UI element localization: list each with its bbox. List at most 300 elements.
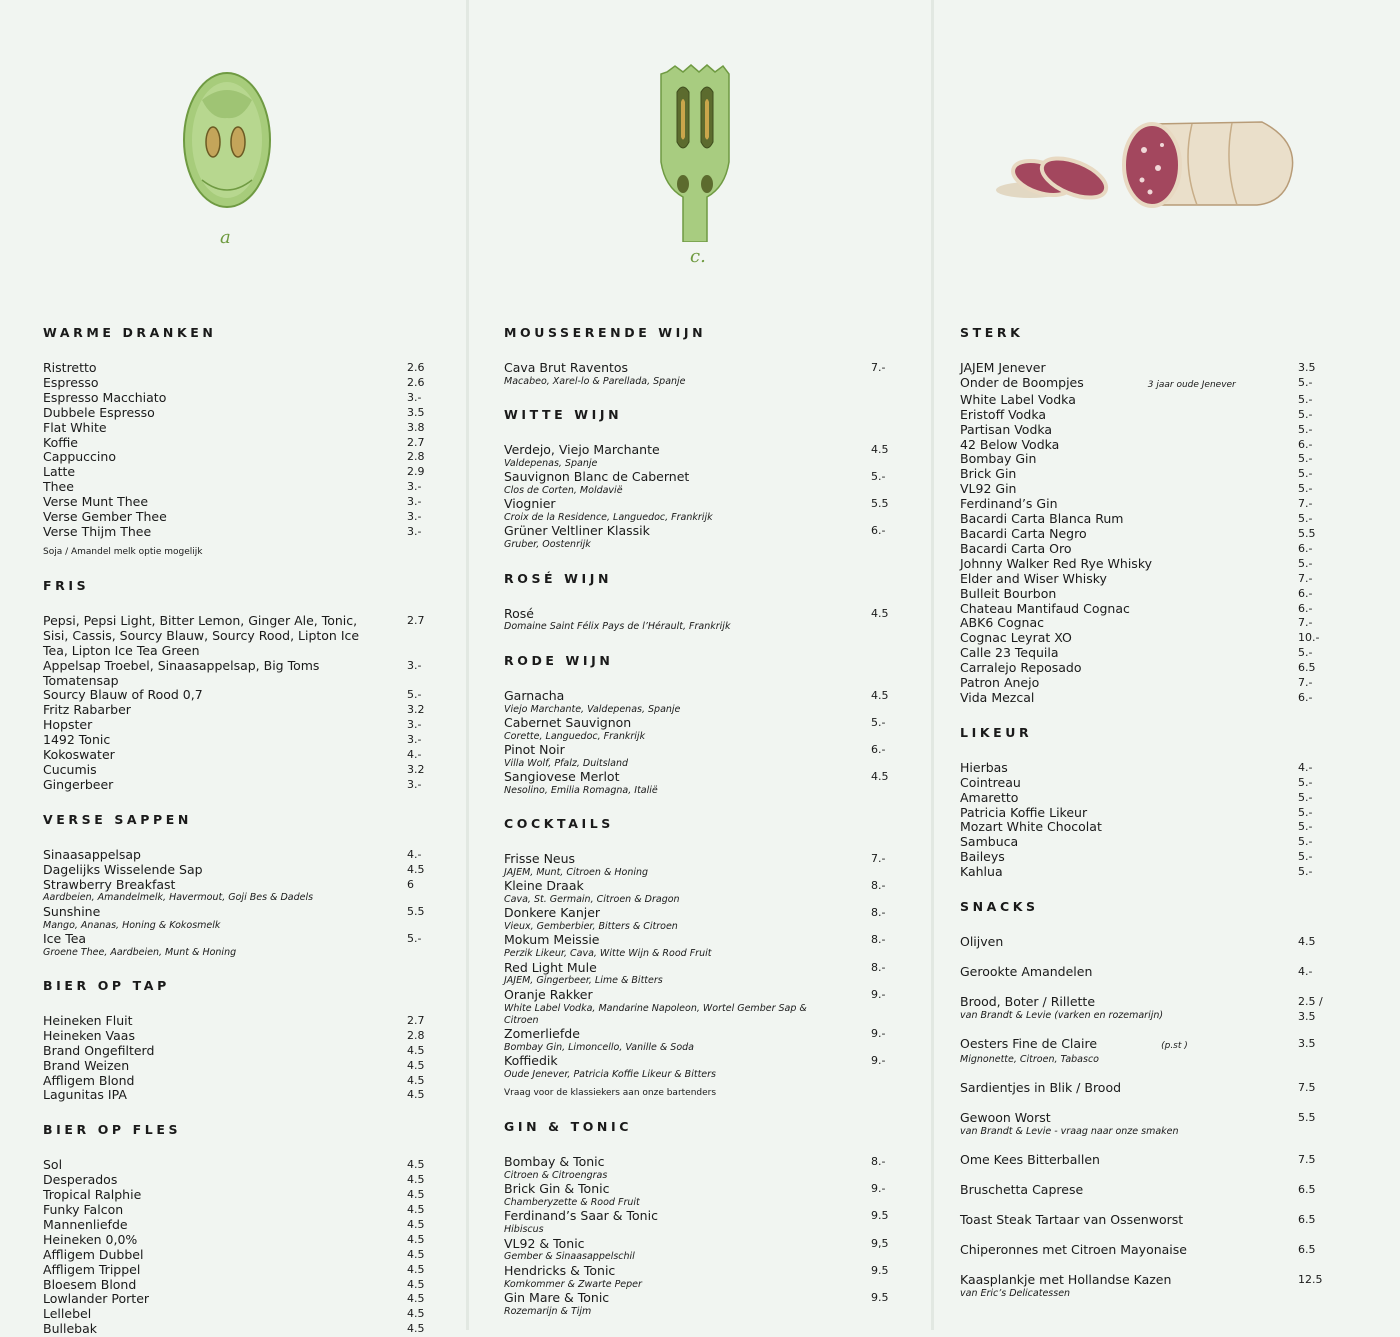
item-name: Gewoon Worst: [960, 1110, 1051, 1126]
item-name: VL92 Gin: [960, 481, 1017, 497]
menu-item: [43, 848, 426, 863]
item-name: Verse Gember Thee: [43, 509, 167, 525]
section-rose-wijn: [504, 566, 889, 634]
item-price: 2.8: [407, 450, 425, 464]
item-price: 3.8: [407, 420, 425, 434]
item-name: Hierbas: [960, 759, 1008, 775]
item-price: 3.-: [407, 495, 422, 509]
item-price: 8.-: [871, 906, 886, 920]
menu-item: [960, 423, 1370, 438]
item-price: 5.-: [1298, 467, 1313, 481]
menu-item: [504, 689, 889, 716]
item-description: Hibiscus: [504, 1224, 544, 1236]
item-price: 9.-: [871, 1054, 886, 1068]
menu-item: [504, 1209, 889, 1236]
item-name: Cava Brut Raventos: [504, 360, 629, 375]
item-price: 5.-: [871, 470, 886, 484]
item-name: Kaasplankje met Hollandse Kazen: [960, 1271, 1172, 1287]
menu-item: [43, 510, 426, 525]
item-name: Funky Falcon: [43, 1202, 124, 1218]
item-price: 9.5: [871, 1263, 889, 1277]
section-sterk: [960, 320, 1370, 706]
item-name: Mannenliefde: [43, 1216, 128, 1232]
item-name: Zomerliefde: [504, 1025, 580, 1041]
item-description: Aardbeien, Amandelmelk, Havermout, Goji Bes & Dadels: [43, 892, 314, 904]
item-name: Brood, Boter / Rillette: [960, 993, 1096, 1009]
item-description: Perzik Likeur, Cava, Witte Wijn & Rood Fruit: [504, 948, 712, 960]
item-name: Dagelijks Wisselende Sap: [43, 861, 203, 877]
menu-item: [43, 659, 426, 689]
menu-item: [43, 1014, 426, 1029]
menu-item: [43, 450, 426, 465]
item-price: 5.-: [1298, 805, 1313, 819]
item-name: Hopster: [43, 717, 93, 733]
item-name: Ome Kees Bitterballen: [960, 1152, 1100, 1168]
item-price: 6.-: [871, 524, 886, 538]
item-name: Carralejo Reposado: [960, 660, 1082, 676]
item-price: 5.-: [1298, 790, 1313, 804]
menu-item: [504, 1027, 889, 1054]
item-price: 5.5: [1298, 526, 1316, 540]
item-name: Lowlander Porter: [43, 1291, 150, 1307]
item-price: 5.-: [1298, 375, 1313, 389]
section-likeur: [960, 720, 1370, 880]
menu-item: [43, 1307, 426, 1322]
item-description: Clos de Corten, Moldavië: [504, 485, 623, 497]
item-price: 6.-: [1298, 541, 1313, 555]
menu-item: [960, 1213, 1370, 1228]
item-price: 4.5: [407, 1158, 425, 1172]
section-title: ROSÉ WIJN: [504, 570, 613, 586]
section-title: COCKTAILS: [504, 816, 614, 832]
item-name: Kokoswater: [43, 747, 115, 763]
item-price: 4.5: [407, 1277, 425, 1291]
section-verse-sappen: [43, 807, 426, 959]
menu-item: [960, 646, 1370, 661]
menu-item: [43, 1263, 426, 1278]
item-description: JAJEM, Gingerbeer, Lime & Bitters: [504, 975, 663, 987]
item-price: 5.-: [1298, 865, 1313, 879]
item-name: Hendricks & Tonic: [504, 1262, 616, 1278]
item-price: 7.-: [1298, 616, 1313, 630]
item-price: 3.5: [1298, 1037, 1316, 1051]
section-fris: [43, 573, 426, 793]
item-price: 7.-: [1298, 571, 1313, 585]
item-price: 9.5: [871, 1290, 889, 1304]
menu-item: [960, 512, 1370, 527]
item-price: 5.-: [871, 715, 886, 729]
item-price: 4.5: [871, 606, 889, 620]
item-name: Bloesem Blond: [43, 1276, 137, 1292]
item-name: Bruschetta Caprese: [960, 1182, 1084, 1198]
menu-item: [960, 452, 1370, 467]
item-price: 7.-: [1298, 676, 1313, 690]
item-price: 3.-: [407, 658, 422, 672]
item-name: Elder and Wiser Whisky: [960, 570, 1107, 586]
item-name: Mokum Meissie: [504, 932, 600, 948]
menu-item: [43, 703, 426, 718]
item-description: Groene Thee, Aardbeien, Munt & Honing: [43, 946, 237, 958]
item-price: 5.-: [1298, 850, 1313, 864]
item-name: Kahlua: [960, 864, 1003, 880]
item-price: 5.-: [1298, 775, 1313, 789]
item-price: 4.5: [407, 1043, 425, 1057]
item-price: 2.7: [407, 613, 425, 627]
item-description: Domaine Saint Félix Pays de l’Hérault, Frankrijk: [504, 621, 731, 633]
item-name: VL92 & Tonic: [504, 1235, 585, 1251]
item-name: Ristretto: [43, 360, 97, 375]
section-title: BIER OP FLES: [43, 1122, 182, 1138]
illustration-letter: c.: [690, 246, 706, 267]
item-price: 9.5: [871, 1209, 889, 1223]
item-description: Cava, St. Germain, Citroen & Dragon: [504, 894, 680, 906]
item-name: Vida Mezcal: [960, 689, 1035, 705]
item-name: Gingerbeer: [43, 776, 114, 792]
item-price: 6.5: [1298, 1242, 1316, 1256]
item-name: Red Light Mule: [504, 959, 597, 975]
item-name: Sinaasappelsap: [43, 846, 141, 862]
item-name: Pepsi, Pepsi Light, Bitter Lemon, Ginger Ale, Tonic, Sisi, Cassis, Sourcy Blauw, Sourcy Rood, Lipton Ice Tea, Lipton Ice Tea Green: [43, 612, 360, 658]
item-name: Chateau Mantifaud Cognac: [960, 600, 1130, 616]
item-name: Gin Mare & Tonic: [504, 1289, 610, 1305]
menu-item: [43, 1158, 426, 1173]
item-name: Cointreau: [960, 774, 1021, 790]
item-name: Brand Weizen: [43, 1057, 130, 1073]
menu-item: [43, 406, 426, 421]
item-price: 9.-: [871, 1182, 886, 1196]
item-description: Croix de la Residence, Languedoc, Frankrijk: [504, 512, 713, 524]
item-description: van Brandt & Levie - vraag naar onze smaken: [960, 1125, 1179, 1137]
item-price: 3.2: [407, 762, 425, 776]
item-price: 6.-: [1298, 601, 1313, 615]
item-name: Affligem Trippel: [43, 1261, 141, 1277]
item-description: van Eric’s Delicatessen: [960, 1287, 1071, 1299]
menu-item: [43, 688, 426, 703]
item-price: 9,5: [871, 1236, 889, 1250]
item-price: 4.5: [407, 1217, 425, 1231]
item-note: (p.st ): [1161, 1041, 1188, 1052]
item-name: Brand Ongefilterd: [43, 1042, 155, 1058]
section-note: Soja / Amandel melk optie mogelijk: [43, 546, 203, 557]
item-price: 2.7: [407, 1013, 425, 1027]
item-name: Cucumis: [43, 761, 97, 777]
item-price: 2.6: [407, 361, 425, 374]
item-price: 6.5: [1298, 661, 1316, 675]
menu-item: [960, 482, 1370, 497]
menu-item: [43, 878, 426, 905]
menu-item: [960, 1111, 1370, 1138]
menu-item: [960, 850, 1370, 865]
item-price: 5.-: [1298, 482, 1313, 496]
col2-content: [504, 320, 889, 1318]
item-name: Sardientjes in Blik / Brood: [960, 1080, 1122, 1096]
item-price: 5.-: [1298, 646, 1313, 660]
section-title: STERK: [960, 325, 1024, 340]
item-price: 2.9: [407, 465, 425, 479]
item-description: Vieux, Gemberbier, Bitters & Citroen: [504, 921, 678, 933]
item-name: Bombay Gin: [960, 451, 1037, 467]
item-price: 4.5: [407, 1203, 425, 1217]
menu-item: [43, 748, 426, 763]
menu-item: [960, 691, 1370, 706]
item-name: Baileys: [960, 849, 1005, 865]
menu-item: [43, 1218, 426, 1233]
menu-item: [960, 835, 1370, 850]
menu-item: [960, 467, 1370, 482]
menu-item: [960, 527, 1370, 542]
grape-cross-section-illustration: [182, 70, 274, 212]
item-price: 5.5: [1298, 1111, 1316, 1125]
item-name: Sauvignon Blanc de Cabernet: [504, 469, 690, 485]
col1-content: [43, 320, 426, 1337]
section-title: LIKEUR: [960, 724, 1033, 740]
flower-bud-cross-section-illustration: [655, 62, 735, 242]
item-name: Sangiovese Merlot: [504, 768, 620, 784]
item-name: White Label Vodka: [960, 391, 1076, 407]
item-description: Gember & Sinaasappelschil: [504, 1251, 635, 1263]
item-description: White Label Vodka, Mandarine Napoleon, Wortel Gember Sap & Citroen: [504, 1002, 807, 1026]
item-name: Viognier: [504, 496, 556, 512]
item-description: Macabeo, Xarel-lo & Parellada, Spanje: [504, 375, 686, 387]
item-description: Gruber, Oostenrijk: [504, 539, 591, 551]
item-name: Thee: [43, 479, 74, 495]
item-name: Espresso Macchiato: [43, 389, 167, 405]
item-name: 42 Below Vodka: [960, 436, 1060, 452]
item-name: Affligem Dubbel: [43, 1246, 144, 1262]
menu-item: [960, 1183, 1370, 1198]
menu-item: [960, 935, 1370, 950]
menu-item: [43, 614, 426, 659]
menu-item: [43, 1292, 426, 1307]
menu-item: [960, 995, 1370, 1022]
item-price: 6.5: [1298, 1212, 1316, 1226]
item-name: Desperados: [43, 1172, 118, 1188]
menu-item: [960, 557, 1370, 572]
item-price: 2.5 / 3.5: [1298, 994, 1323, 1023]
item-name: Olijven: [960, 934, 1004, 950]
menu-item: [43, 361, 426, 376]
item-name: Patron Anejo: [960, 675, 1040, 691]
item-name: Tropical Ralphie: [43, 1187, 142, 1203]
menu-item: [504, 524, 889, 551]
item-note: 3 jaar oude Jenever: [1147, 379, 1236, 390]
menu-item: [960, 408, 1370, 423]
item-price: 4.5: [407, 1073, 425, 1087]
menu-item: [960, 965, 1370, 980]
item-price: 6: [407, 877, 414, 891]
menu-item: [960, 587, 1370, 602]
item-name: Brick Gin & Tonic: [504, 1181, 610, 1197]
item-price: 5.-: [407, 688, 422, 702]
item-price: 8.-: [871, 879, 886, 893]
section-title: GIN & TONIC: [504, 1119, 633, 1135]
item-price: 3.-: [407, 510, 422, 524]
item-price: 6.-: [1298, 437, 1313, 451]
menu-item: [960, 1153, 1370, 1168]
item-name: Cabernet Sauvignon: [504, 714, 632, 730]
section-witte-wijn: [504, 402, 889, 551]
menu-item: [504, 879, 889, 906]
item-name: Pinot Noir: [504, 741, 565, 757]
menu-item: [960, 361, 1370, 376]
menu-item: [504, 1291, 889, 1318]
menu-item: [504, 470, 889, 497]
item-name: Toast Steak Tartaar van Ossenworst: [960, 1211, 1184, 1227]
menu-item: [504, 743, 889, 770]
item-price: 5.5: [407, 904, 425, 918]
item-price: 4.5: [407, 1188, 425, 1202]
item-description: Nesolino, Emilia Romagna, Italië: [504, 784, 658, 796]
menu-item: [43, 763, 426, 778]
sausage-illustration: [992, 110, 1302, 220]
item-name: Ice Tea: [43, 930, 87, 946]
item-name: Sourcy Blauw of Rood 0,7: [43, 687, 203, 703]
menu-item: [43, 465, 426, 480]
item-price: 4.5: [407, 1173, 425, 1187]
item-name: JAJEM Jenever: [960, 360, 1046, 375]
menu-item: [43, 932, 426, 959]
item-name: Heineken 0,0%: [43, 1231, 138, 1247]
item-price: 3.5: [407, 405, 425, 419]
menu-item: [960, 791, 1370, 806]
menu-item: [43, 1173, 426, 1188]
menu-item: [504, 1237, 889, 1264]
item-price: 8.-: [871, 960, 886, 974]
menu-item: [504, 933, 889, 960]
menu-item: [43, 495, 426, 510]
item-name: Partisan Vodka: [960, 421, 1053, 437]
menu-item: [960, 376, 1370, 393]
item-price: 8.-: [871, 1155, 886, 1169]
item-price: 6.-: [871, 742, 886, 756]
menu-item: [43, 436, 426, 451]
menu-column-2: [469, 0, 931, 1330]
item-price: 4.5: [407, 862, 425, 876]
item-name: Kleine Draak: [504, 878, 584, 894]
menu-item: [960, 631, 1370, 646]
section-title: RODE WIJN: [504, 652, 614, 668]
menu-item: [43, 905, 426, 932]
menu-column-1: [0, 0, 466, 1337]
item-description: Citroen & Citroengras: [504, 1170, 608, 1182]
item-price: 7.5: [1298, 1081, 1316, 1095]
item-price: 4.5: [871, 688, 889, 702]
item-name: Lellebel: [43, 1306, 92, 1322]
menu-item: [960, 806, 1370, 821]
item-price: 4.5: [407, 1262, 425, 1276]
menu-item: [504, 1182, 889, 1209]
item-price: 4.-: [407, 847, 422, 861]
menu-item: [43, 1248, 426, 1263]
item-name: Lagunitas IPA: [43, 1087, 127, 1103]
menu-item: [960, 393, 1370, 408]
menu-item: [43, 1059, 426, 1074]
menu-item: [960, 1037, 1370, 1066]
item-name: Bullebak: [43, 1321, 97, 1337]
item-name: ABK6 Cognac: [960, 615, 1045, 631]
item-price: 5.-: [1298, 556, 1313, 570]
menu-item: [960, 438, 1370, 453]
menu-item: [43, 863, 426, 878]
item-price: 9.-: [871, 1026, 886, 1040]
item-price: 6.-: [1298, 586, 1313, 600]
item-name: Patricia Koffie Likeur: [960, 804, 1088, 820]
menu-item: [43, 421, 426, 436]
menu-item: [960, 1243, 1370, 1258]
item-name: Amaretto: [960, 789, 1019, 805]
item-price: 4.5: [407, 1307, 425, 1321]
item-price: 4.5: [407, 1247, 425, 1261]
item-name: Eristoff Vodka: [960, 406, 1046, 422]
item-price: 5.-: [1298, 392, 1313, 406]
menu-item: [43, 480, 426, 495]
item-name: Sunshine: [43, 903, 101, 919]
item-name: Chiperonnes met Citroen Mayonaise: [960, 1241, 1187, 1257]
item-name: Flat White: [43, 419, 107, 435]
menu-item: [43, 1233, 426, 1248]
item-name: Mozart White Chocolat: [960, 819, 1102, 835]
item-name: Strawberry Breakfast: [43, 876, 176, 892]
item-price: 5.-: [1298, 820, 1313, 834]
item-price: 7.-: [1298, 497, 1313, 511]
item-price: 4.5: [871, 443, 889, 457]
item-name: Bulleit Bourbon: [960, 585, 1057, 601]
menu-item: [43, 1044, 426, 1059]
item-price: 5.-: [1298, 835, 1313, 849]
item-price: 4.5: [407, 1058, 425, 1072]
item-name: Verse Munt Thee: [43, 494, 149, 510]
item-price: 5.-: [407, 931, 422, 945]
item-price: 2.6: [407, 375, 425, 389]
section-title: BIER OP TAP: [43, 977, 170, 993]
menu-item: [504, 1054, 889, 1081]
item-price: 4.5: [407, 1292, 425, 1306]
item-name: Oranje Rakker: [504, 986, 593, 1002]
item-price: 3.-: [407, 733, 422, 747]
item-price: 4.5: [871, 769, 889, 783]
item-price: 5.-: [1298, 407, 1313, 421]
menu-item: [504, 1264, 889, 1291]
menu-item: [43, 391, 426, 406]
menu-item: [960, 820, 1370, 835]
item-name: Verdejo, Viejo Marchante: [504, 442, 660, 458]
menu-item: [960, 865, 1370, 880]
col3-content: [960, 320, 1370, 1300]
item-name: Koffie: [43, 434, 78, 450]
item-price: 12.5: [1298, 1272, 1323, 1286]
item-name: Koffiedik: [504, 1053, 558, 1069]
item-price: 10.-: [1298, 631, 1320, 645]
item-price: 2.8: [407, 1028, 425, 1042]
menu-column-3: [934, 0, 1400, 1330]
menu-item: [43, 1203, 426, 1218]
menu-item: [504, 607, 889, 634]
item-description: Mango, Ananas, Honing & Kokosmelk: [43, 919, 221, 931]
section-bier-op-tap: [43, 973, 426, 1103]
menu-item: [43, 376, 426, 391]
menu-item: [43, 1074, 426, 1089]
item-name: Donkere Kanjer: [504, 905, 601, 921]
item-name: Gerookte Amandelen: [960, 964, 1093, 979]
section-title: WARME DRANKEN: [43, 325, 217, 340]
item-name: Fritz Rabarber: [43, 702, 131, 718]
item-name: Heineken Vaas: [43, 1027, 135, 1043]
item-description: Valdepenas, Spanje: [504, 458, 598, 470]
menu-item: [960, 497, 1370, 512]
item-price: 4.5: [1298, 935, 1316, 949]
item-name: Bacardi Carta Negro: [960, 525, 1087, 541]
menu-item: [960, 616, 1370, 631]
